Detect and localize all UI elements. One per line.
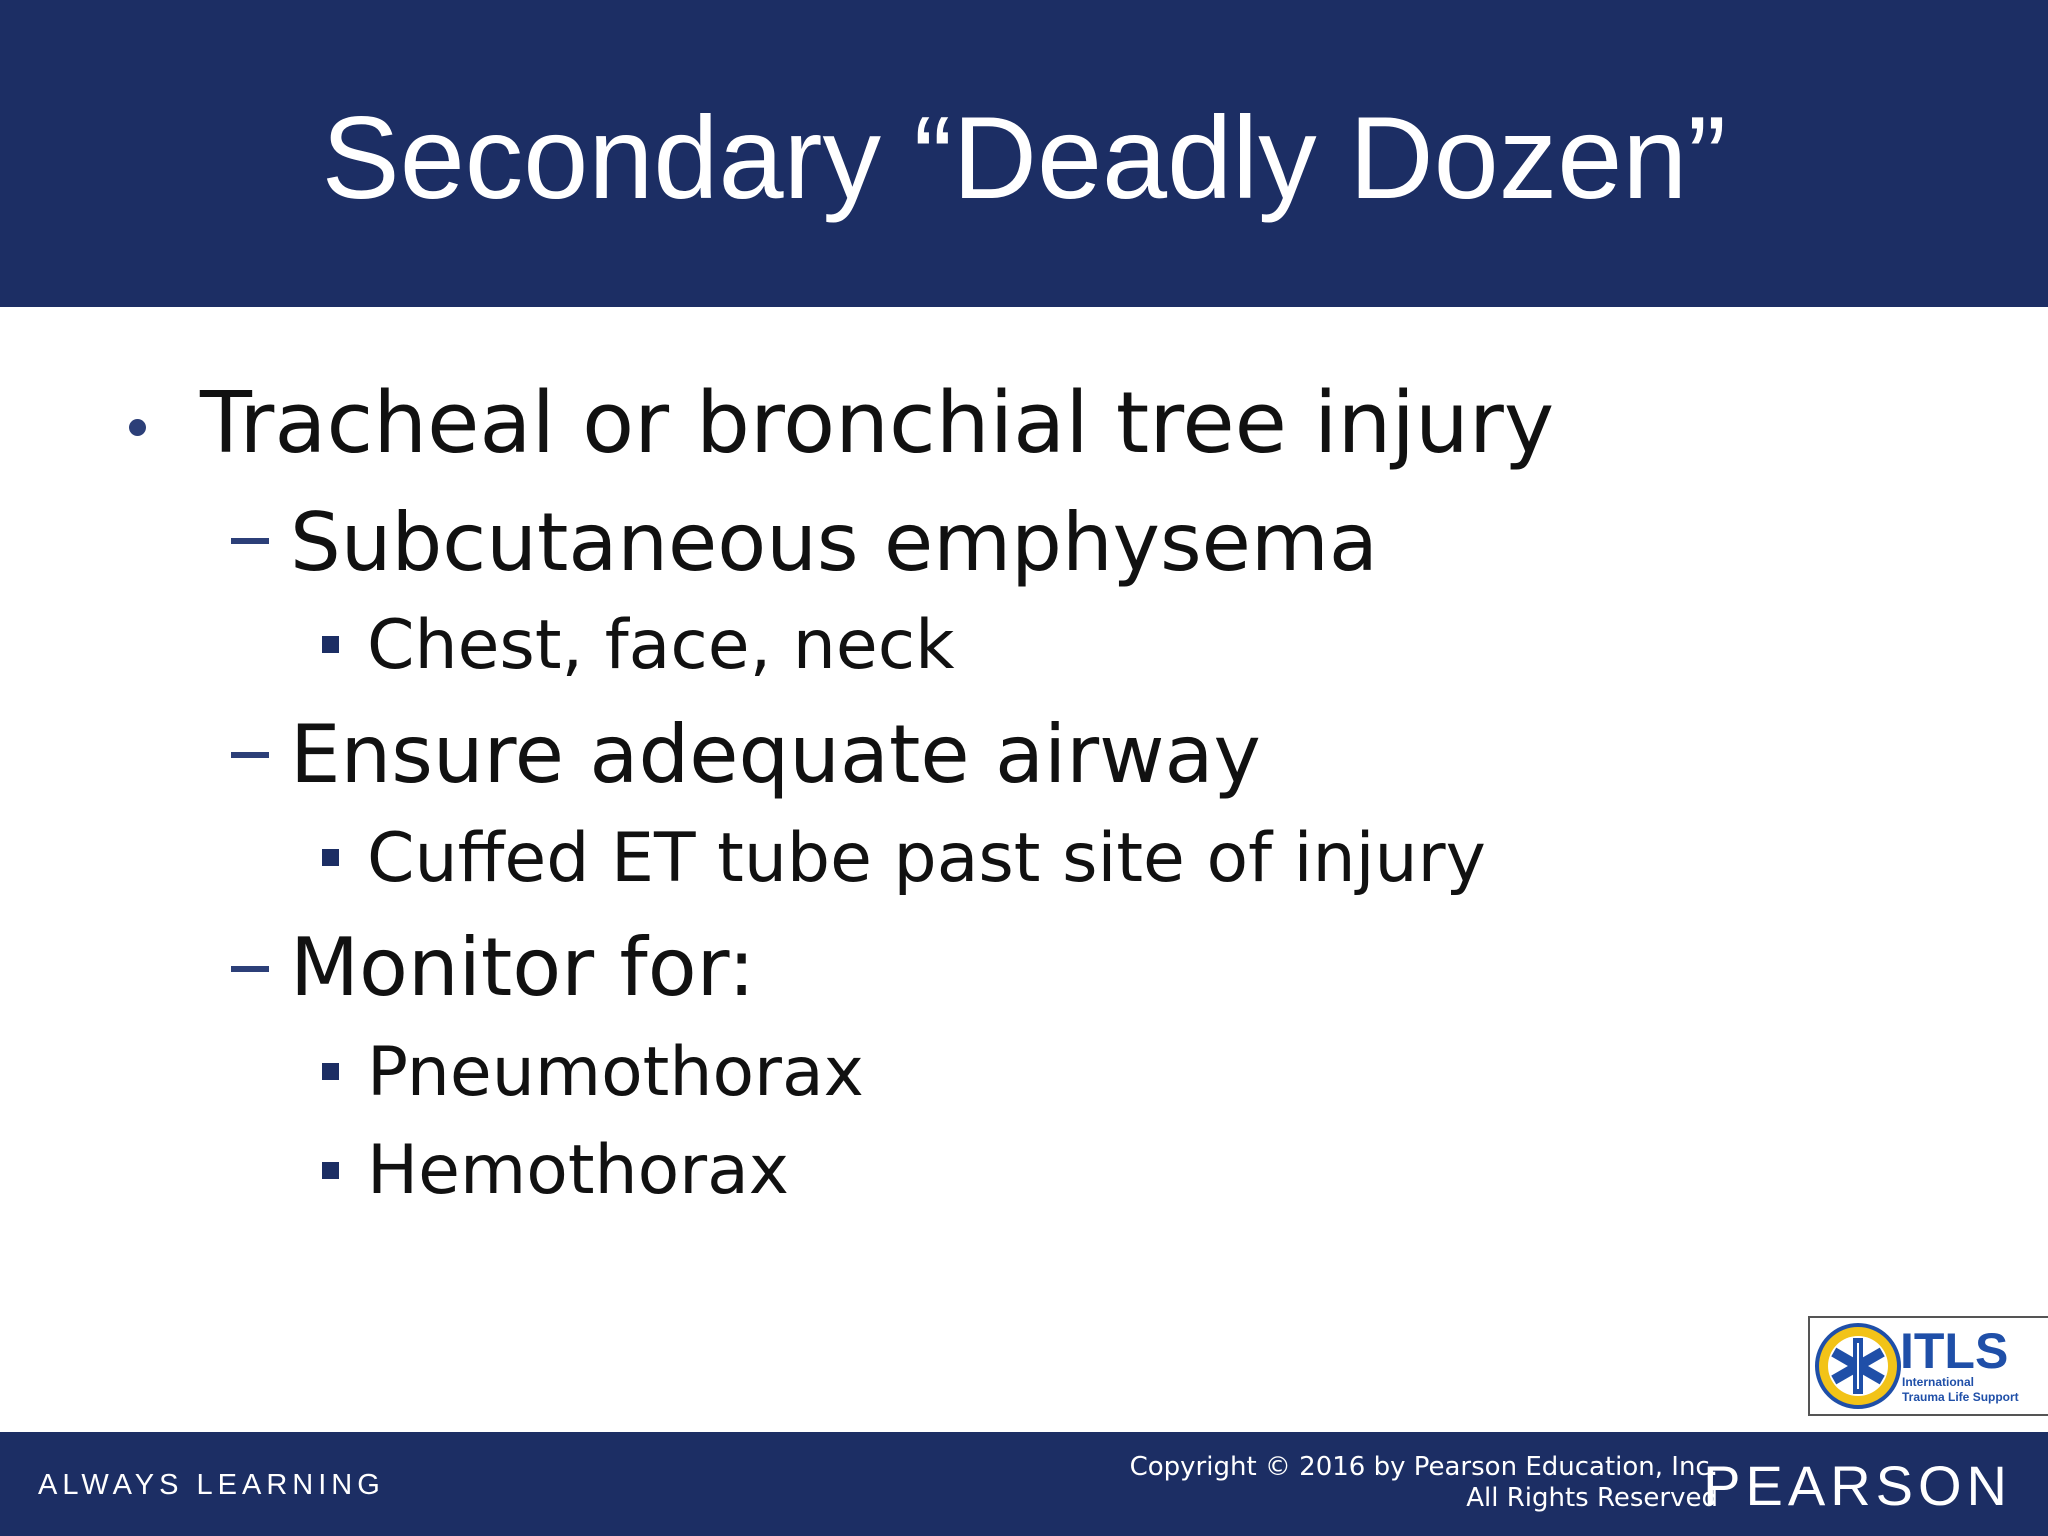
square-bullet-icon — [322, 1063, 339, 1080]
copyright-line-1: Copyright © 2016 by Pearson Education, Inc. — [1129, 1452, 1718, 1482]
itls-wordmark: ITLS — [1900, 1323, 2009, 1379]
bullet-item-level2: Monitor for: — [290, 921, 756, 1014]
bullet-item-level1: Tracheal or bronchial tree injury — [200, 374, 1555, 473]
bullet-item-level2: Ensure adequate airway — [290, 708, 1261, 801]
slide-title: Secondary “Deadly Dozen” — [321, 92, 1727, 223]
itls-line1: International — [1902, 1375, 1975, 1389]
footer-tagline: ALWAYS LEARNING — [38, 1469, 385, 1501]
pearson-logo: PEARSON — [1703, 1454, 2012, 1517]
bullet-dot-icon — [129, 419, 146, 436]
itls-logo — [1808, 1316, 2048, 1416]
square-bullet-icon — [322, 636, 339, 653]
bullet-item-level3: Hemothorax — [367, 1131, 790, 1210]
dash-icon — [231, 752, 269, 758]
bullet-item-level3: Chest, face, neck — [367, 606, 955, 685]
dash-icon — [231, 538, 269, 544]
square-bullet-icon — [322, 1162, 339, 1179]
square-bullet-icon — [322, 849, 339, 866]
copyright-notice — [1130, 1452, 1718, 1514]
bullet-item-level2: Subcutaneous emphysema — [290, 496, 1378, 589]
itls-line2: Trauma Life Support — [1902, 1390, 2019, 1404]
copyright-line-2: All Rights Reserved — [1466, 1483, 1718, 1513]
star-of-life-icon — [1817, 1325, 1899, 1407]
dash-icon — [231, 966, 269, 972]
bullet-item-level3: Cuffed ET tube past site of injury — [367, 819, 1486, 898]
bullet-item-level3: Pneumothorax — [367, 1033, 864, 1112]
